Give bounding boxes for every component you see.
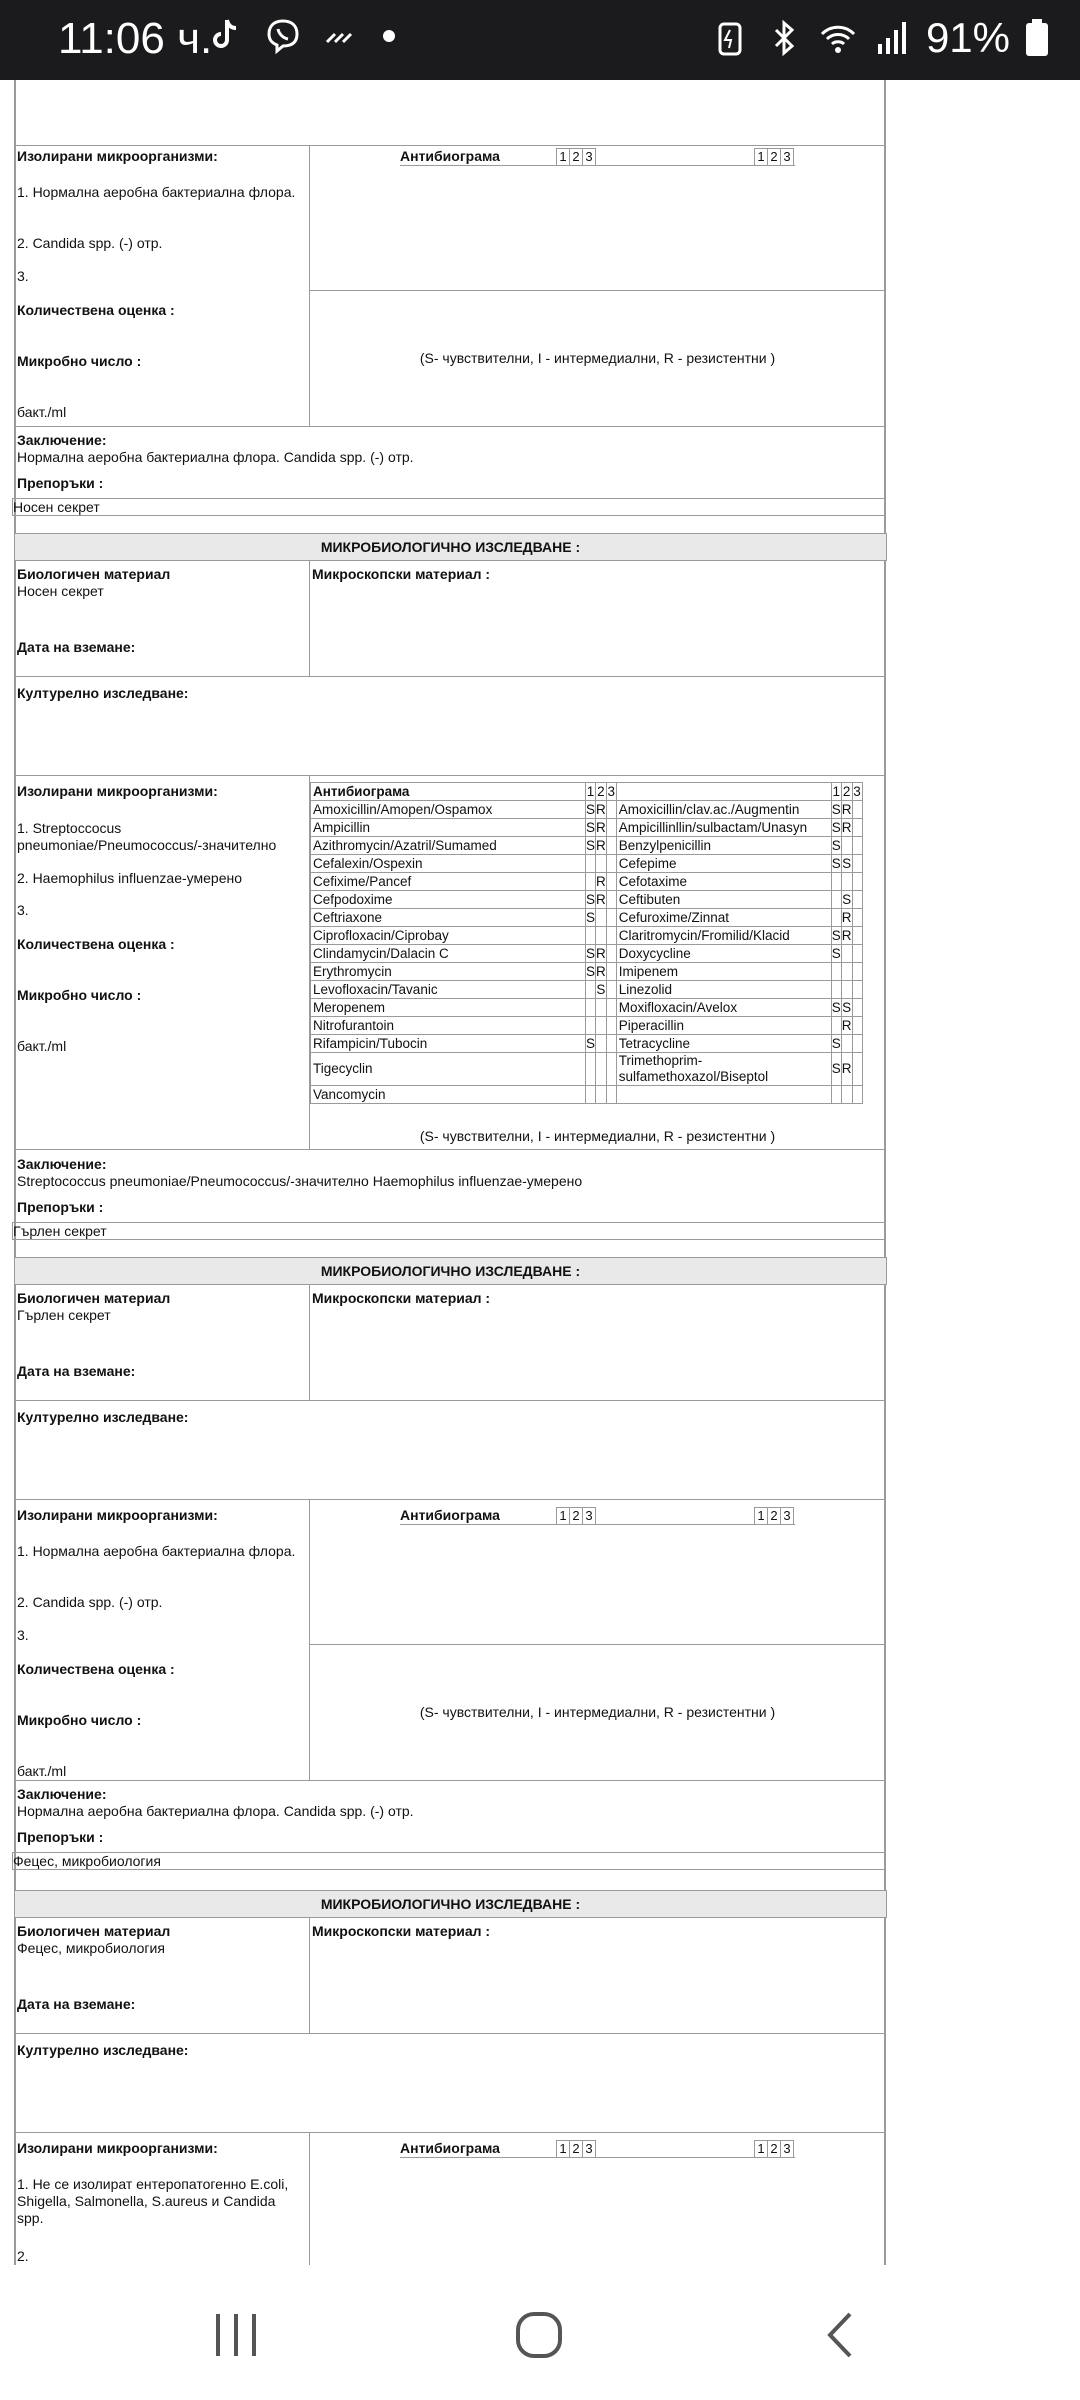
micro-label: Микроскопски материал : [312, 1923, 491, 1939]
section-title: Гърлен секрет [13, 1223, 107, 1239]
culture-label: Културелно изследване: [17, 2042, 189, 2058]
susceptibility-cell [586, 927, 596, 945]
susceptibility-cell: R [841, 1053, 852, 1086]
quant-label: Количествена оценка : [17, 302, 175, 318]
susceptibility-cell [586, 873, 596, 891]
organism-3: 3. [17, 902, 29, 918]
susceptibility-cell [852, 945, 862, 963]
susceptibility-cell: S [586, 819, 596, 835]
susceptibility-cell: R [596, 945, 606, 961]
antibiotic-name: Erythromycin [311, 963, 586, 981]
antibiotic-name: Cefixime/Pancef [311, 873, 586, 891]
signal-icon [872, 18, 912, 58]
susceptibility-cell [586, 1053, 596, 1086]
antibiogram-label: Антибиограма [400, 2140, 500, 2156]
section-title: Носен секрет [13, 499, 100, 515]
unit-label: бакт./ml [17, 404, 67, 420]
susceptibility-cell: S [831, 999, 841, 1015]
susceptibility-cell [852, 1017, 862, 1035]
susceptibility-cell: S [831, 1053, 841, 1086]
legend-text: (S- чувствителни, I - интермедиални, R - резистентни ) [419, 1704, 776, 1720]
organism-2: 2. Haemophilus influenzae-умерено [17, 870, 242, 886]
count-label: Микробно число : [17, 1712, 142, 1728]
susceptibility-cell: S [586, 891, 596, 907]
antibiotic-name: Moxifloxacin/Avelox [616, 999, 831, 1017]
organism-1: 1. Streptoccocus pneumoniae/Pneumococcus/-значително [17, 820, 277, 853]
quant-label: Количествена оценка : [17, 1661, 175, 1677]
battery-icon [1024, 18, 1050, 58]
susceptibility-cell: S [842, 999, 852, 1015]
susceptibility-cell [852, 891, 862, 909]
section-header: МИКРОБИОЛОГИЧНО ИЗСЛЕДВАНЕ : [14, 1890, 887, 1918]
antibiogram-row [311, 999, 863, 1017]
antibiogram-row [311, 927, 863, 945]
antibiotic-name: Tetracycline [616, 1035, 831, 1053]
antibiogram-row [311, 837, 863, 855]
susceptibility-cell [831, 909, 841, 927]
susceptibility-cell [596, 927, 607, 945]
susceptibility-cell [606, 891, 616, 909]
susceptibility-cell [841, 963, 852, 981]
micro-label: Микроскопски материал : [312, 566, 491, 582]
legend-text: (S- чувствителни, I - интермедиални, R - резистентни ) [419, 350, 776, 366]
antibiotic-name: Azithromycin/Azatril/Sumamed [311, 837, 586, 855]
bio-label: Биологичен материал [17, 566, 171, 582]
susceptibility-cell: R [841, 1017, 852, 1033]
antibiogram-row [311, 1035, 863, 1053]
susceptibility-cell [841, 1035, 852, 1053]
susceptibility-cell [586, 1086, 596, 1104]
susceptibility-cell [596, 999, 607, 1017]
antibiogram-row [311, 891, 863, 909]
bio-label: Биологичен материал [17, 1923, 171, 1939]
susceptibility-cell: S [586, 963, 596, 979]
organism-2: 2. [17, 2248, 29, 2264]
conclusion-label: Заключение: [17, 1156, 107, 1172]
section-header: МИКРОБИОЛОГИЧНО ИЗСЛЕДВАНЕ : [14, 533, 887, 561]
susceptibility-cell [831, 1086, 841, 1104]
antibiotic-name: Imipenem [616, 963, 831, 981]
susceptibility-cell [852, 801, 862, 819]
susceptibility-cell [586, 855, 596, 873]
antibiogram-box-0 [309, 145, 886, 291]
antibiogram-table: Антибиограма 1 2 3 1 2 3 Amoxicillin/Amopen/Ospamox S R Amoxicillin/clav.ac./Augmentin S R Ampicillin S R Ampicillinllin/sulbactam/Unasyn S R Azithromycin/Azatril/Sumamed S R Benzylpenicillin S Cefalexin/Ospexin Cefepime S S Cefixime/Pancef R Cefotaxime Cefpodoxime S R Ceftibuten S Ceftriaxone S Cefuroxime/Zinnat R Ciprofloxacin/Ciprobay Claritromycin/Fromilid/Klacid S R Clindamycin/Dalacin C S R Doxycycline S Erythromycin S R Imipenem Levofloxacin/Tavanic S Linezolid Meropenem Moxifloxacin/Avelox S S Nitrofurantoin Piperacillin R Rifampicin/Tubocin S Tetracycline S Tigecyclin Trimethoprim-sulfamethoxazol/Biseptol S R Vancomycin [310, 782, 863, 1104]
susceptibility-cell [831, 981, 841, 999]
conclusion-text: Нормална аеробна бактериална флора. Candida spp. (-) отр. [17, 1803, 414, 1819]
antibiogram-row [311, 801, 863, 819]
antibiogram-row [311, 1086, 863, 1104]
wifi-icon [818, 18, 858, 58]
document-viewer[interactable]: Изолирани микроорганизми: 1. Нормална аеробна бактериална флора. 2. Candida spp. (-) отр. 3. Количествена оценка : Микробно число : бакт./ml Антибиограма 1 2 3 1 2 3 (S- чувствителни, I - интермедиални, R - резистентни ) Заключение: Нормална аеробна бактериална флора. Candida spp. (-) отр. Препоръки : Носен секрет МИКРОБИОЛОГИЧНО ИЗСЛЕДВАНЕ : Биологичен материал Носен секрет Дата на вземане: Микроскопски материал : Културелно изследване: Изолирани микроорганизми: 1. Streptoccocus pneumoniae/Pneumococcus/-значително 2. Haemophilus influenzae-умерено 3. Количествена оценка : Микробно число : бакт./ml Антибиограма 1 2 3 1 2 3 Amoxicillin/Amopen/Ospamox S R Amoxicillin/clav.ac./Augmentin S R Ampicillin S R Ampicillinllin/sulbactam/Unasyn S R Azithromycin/Azatril/Sumamed S R Benzylpenicillin S Cefalexin/Ospexin Cefepime S S Cefixime/Pancef R Cefotaxime Cefpodoxime S R Ceftibuten S Ceftriaxone S Cefuroxime/Zinnat R Ciprofloxacin/Ciprobay Claritromycin/Fromilid/Klacid S R Clindamycin/Dalacin C S R Doxycycline S Erythromycin S R Imipenem Levofloxacin/Tavanic S Linezolid Meropenem Moxifloxacin/Avelox S S Nitrofurantoin Piperacillin R Rifampicin/Tubocin S Tetracycline S Tigecyclin Trimethoprim-sulfamethoxazol/Biseptol S R Vancomycin (S- чувствителни, I - интермедиални, R - резистентни ) Заключение: Streptococcus pneumoniae/Pneumococcus/-значително Haemophilus influenzae-умерено Препоръки : Гърлен секрет МИКРОБИОЛОГИЧНО ИЗСЛЕДВАНЕ : Биологичен материал Гърлен секрет Дата на вземане: Микроскопски материал : Културелно изследване: Изолирани микроорганизми: 1. Нормална аеробна бактериална флора. 2. Candida spp. (-) отр. 3. Количествена оценка : Микробно число : бакт./ml Антибиограма 1 2 3 1 2 3 (S- чувствителни, I - интермедиални, R - резистентни ) Заключение: Нормална аеробна бактериална флора. Candida spp. (-) отр. Препоръки : Фецес, микробиология МИКРОБИОЛОГИЧНО ИЗСЛЕДВАНЕ : Биологичен материал Фецес, микробиология Дата на вземане: Микроскопски материал : Културелно изследване: Изолирани микроорганизми: 1. Не се изолират ентеропатогенно E.coli, Shigella, Salmonella, S.aureus и Candida spp. 2. Антибиограма 1 2 3 1 2 3 [12, 80, 887, 2265]
tiktok-icon [205, 16, 245, 56]
antibiotic-name: Ceftriaxone [311, 909, 586, 927]
antibiotic-name: Clindamycin/Dalacin C [311, 945, 586, 963]
antibiotic-name: Doxycycline [616, 945, 831, 963]
antibiotic-name: Piperacillin [616, 1017, 831, 1035]
conclusion-text: Нормална аеробна бактериална флора. Candida spp. (-) отр. [17, 449, 414, 465]
susceptibility-cell [586, 1017, 596, 1035]
antibiotic-name: Trimethoprim-sulfamethoxazol/Biseptol [616, 1053, 831, 1086]
susceptibility-cell [606, 1035, 616, 1053]
susceptibility-cell [852, 1086, 862, 1104]
back-button[interactable] [822, 2310, 858, 2360]
antibiotic-name: Amoxicillin/Amopen/Ospamox [311, 801, 586, 819]
susceptibility-cell [606, 1086, 616, 1104]
susceptibility-cell: S [586, 909, 596, 925]
susceptibility-cell [852, 909, 862, 927]
antibiogram-row [311, 873, 863, 891]
material-value: Фецес, микробиология [17, 1940, 165, 1956]
susceptibility-cell [852, 999, 862, 1017]
quant-label: Количествена оценка : [17, 936, 175, 952]
recommend-label: Препоръки : [17, 1199, 104, 1215]
susceptibility-cell: S [596, 981, 606, 997]
dot-icon [379, 16, 399, 56]
antibiogram-label: Антибиограма [400, 1507, 500, 1523]
susceptibility-cell [852, 1035, 862, 1053]
unit-label: бакт./ml [17, 1038, 67, 1054]
susceptibility-cell: S [831, 837, 841, 853]
battery-saver-icon [710, 18, 750, 58]
recommend-label: Препоръки : [17, 475, 104, 491]
culture-box-0 [14, 80, 886, 146]
unit-label: бакт./ml [17, 1763, 67, 1779]
susceptibility-cell [596, 1053, 607, 1086]
susceptibility-cell: S [586, 801, 596, 817]
isolated-label: Изолирани микроорганизми: [17, 148, 218, 164]
susceptibility-cell: R [841, 819, 852, 835]
susceptibility-cell [831, 1017, 841, 1035]
susceptibility-cell [606, 1017, 616, 1035]
susceptibility-cell [606, 819, 616, 837]
antibiotic-name: Levofloxacin/Tavanic [311, 981, 586, 999]
susceptibility-cell [841, 1086, 852, 1104]
organism-2: 2. Candida spp. (-) отр. [17, 1594, 163, 1610]
susceptibility-cell: R [596, 891, 606, 907]
count-label: Микробно число : [17, 987, 142, 1003]
susceptibility-cell: R [596, 873, 606, 889]
antibiotic-name: Vancomycin [311, 1086, 586, 1104]
antibiotic-name: Linezolid [616, 981, 831, 999]
antibiotic-name: Ampicillin [311, 819, 586, 837]
susceptibility-cell: S [831, 927, 841, 943]
susceptibility-cell [606, 837, 616, 855]
antibiogram-row [311, 945, 863, 963]
organism-2: 2. Candida spp. (-) отр. [17, 235, 163, 251]
antibiogram-row [311, 819, 863, 837]
susceptibility-cell [596, 1017, 607, 1035]
organism-1: 1. Нормална аеробна бактериална флора. [17, 184, 296, 200]
antibiogram-row [311, 1053, 863, 1086]
susceptibility-cell: R [841, 927, 852, 943]
susceptibility-cell [831, 891, 841, 909]
antibiotic-name: Cefuroxime/Zinnat [616, 909, 831, 927]
home-button[interactable] [514, 2310, 564, 2360]
recommend-label: Препоръки : [17, 1829, 104, 1845]
date-label: Дата на вземане: [17, 1996, 136, 2012]
antibiotic-name: Claritromycin/Fromilid/Klacid [616, 927, 831, 945]
susceptibility-cell [606, 873, 616, 891]
section-header: МИКРОБИОЛОГИЧНО ИЗСЛЕДВАНЕ : [14, 1257, 887, 1285]
culture-label: Културелно изследване: [17, 1409, 189, 1425]
antibiotic-name: Cefalexin/Ospexin [311, 855, 586, 873]
susceptibility-cell [841, 837, 852, 855]
antibiotic-name: Cefotaxime [616, 873, 831, 891]
date-label: Дата на вземане: [17, 639, 136, 655]
susceptibility-cell: R [596, 801, 606, 817]
organism-3: 3. [17, 268, 29, 284]
antibiotic-name: Rifampicin/Tubocin [311, 1035, 586, 1053]
susceptibility-cell [606, 999, 616, 1017]
susceptibility-cell [606, 909, 616, 927]
antibiotic-name: Amoxicillin/clav.ac./Augmentin [616, 801, 831, 819]
antibiogram-row [311, 963, 863, 981]
antibiogram-row [311, 855, 863, 873]
conclusion-label: Заключение: [17, 1786, 107, 1802]
susceptibility-cell [606, 927, 616, 945]
susceptibility-cell [596, 1035, 607, 1053]
isolated-label: Изолирани микроорганизми: [17, 783, 218, 799]
susceptibility-cell: S [586, 945, 596, 961]
status-time: 11:06 ч. [58, 14, 213, 63]
susceptibility-cell [852, 855, 862, 873]
susceptibility-cell [852, 981, 862, 999]
antibiogram-row [311, 1017, 863, 1035]
section-title: Фецес, микробиология [13, 1853, 161, 1869]
susceptibility-cell [596, 855, 607, 873]
organism-1: 1. Нормална аеробна бактериална флора. [17, 1543, 296, 1559]
battery-percent: 91% [925, 14, 1010, 61]
recent-apps-button[interactable] [212, 2310, 260, 2360]
susceptibility-cell: R [841, 801, 852, 817]
antibiogram-row [311, 909, 863, 927]
susceptibility-cell [852, 837, 862, 855]
susceptibility-cell [841, 945, 852, 963]
antibiotic-name: Cefepime [616, 855, 831, 873]
navigation-bar [0, 2265, 1080, 2400]
viber-icon [263, 16, 303, 56]
susceptibility-cell: S [831, 819, 841, 835]
susceptibility-cell [852, 963, 862, 981]
antibiotic-name: Cefpodoxime [311, 891, 586, 909]
antibiotic-name: Ciprofloxacin/Ciprobay [311, 927, 586, 945]
susceptibility-cell: S [831, 801, 841, 817]
antibiogram-row [311, 981, 863, 999]
susceptibility-cell: S [842, 855, 852, 871]
susceptibility-cell [841, 873, 852, 891]
col-headers: 1 2 3 [557, 148, 596, 166]
micro-label: Микроскопски материал : [312, 1290, 491, 1306]
susceptibility-cell: R [841, 909, 852, 925]
susceptibility-cell [596, 1086, 607, 1104]
susceptibility-cell: R [596, 819, 606, 835]
isolated-label: Изолирани микроорганизми: [17, 2140, 218, 2156]
conclusion-label: Заключение: [17, 432, 107, 448]
susceptibility-cell [606, 801, 616, 819]
susceptibility-cell [586, 981, 596, 999]
susceptibility-cell [596, 909, 607, 927]
susceptibility-cell [606, 855, 616, 873]
legend-text: (S- чувствителни, I - интермедиални, R - резистентни ) [419, 1128, 776, 1144]
antibiotic-name: Nitrofurantoin [311, 1017, 586, 1035]
susceptibility-cell [586, 999, 596, 1017]
antibiotic-name: Meropenem [311, 999, 586, 1017]
susceptibility-cell [841, 981, 852, 999]
susceptibility-cell [606, 1053, 616, 1086]
susceptibility-cell: S [831, 855, 841, 871]
isolated-label: Изолирани микроорганизми: [17, 1507, 218, 1523]
susceptibility-cell [852, 819, 862, 837]
susceptibility-cell: S [586, 837, 596, 853]
culture-label: Културелно изследване: [17, 685, 189, 701]
susceptibility-cell [852, 873, 862, 891]
bluetooth-icon [764, 18, 804, 58]
antibiotic-name: Tigecyclin [311, 1053, 586, 1086]
status-bar [0, 0, 1080, 80]
missed-call-icon [321, 16, 361, 56]
susceptibility-cell: S [586, 1035, 596, 1051]
susceptibility-cell: S [831, 945, 841, 961]
antibiotic-name: Ampicillinllin/sulbactam/Unasyn [616, 819, 831, 837]
susceptibility-cell [831, 963, 841, 981]
susceptibility-cell [606, 981, 616, 999]
susceptibility-cell [831, 873, 841, 891]
material-value: Носен секрет [17, 583, 104, 599]
susceptibility-cell [852, 1053, 862, 1086]
conclusion-text: Streptococcus pneumoniae/Pneumococcus/-значително Haemophilus influenzae-умерено [17, 1173, 583, 1189]
susceptibility-cell [606, 963, 616, 981]
susceptibility-cell: R [596, 837, 606, 853]
susceptibility-cell: S [831, 1035, 841, 1051]
organism-1: 1. Не се изолират ентеропатогенно E.coli, Shigella, Salmonella, S.aureus и Candida spp. [17, 2176, 289, 2226]
antibiogram-label: Антибиограма [400, 148, 500, 164]
date-label: Дата на вземане: [17, 1363, 136, 1379]
antibiotic-name [616, 1086, 831, 1104]
count-label: Микробно число : [17, 353, 142, 369]
bio-label: Биологичен материал [17, 1290, 171, 1306]
susceptibility-cell [606, 945, 616, 963]
antibiotic-name: Ceftibuten [616, 891, 831, 909]
col-headers: 1 2 3 [755, 148, 794, 166]
material-value: Гърлен секрет [17, 1307, 111, 1323]
antibiotic-name: Benzylpenicillin [616, 837, 831, 855]
susceptibility-cell: S [842, 891, 852, 907]
organism-3: 3. [17, 1627, 29, 1643]
susceptibility-cell: R [596, 963, 606, 979]
susceptibility-cell [852, 927, 862, 945]
